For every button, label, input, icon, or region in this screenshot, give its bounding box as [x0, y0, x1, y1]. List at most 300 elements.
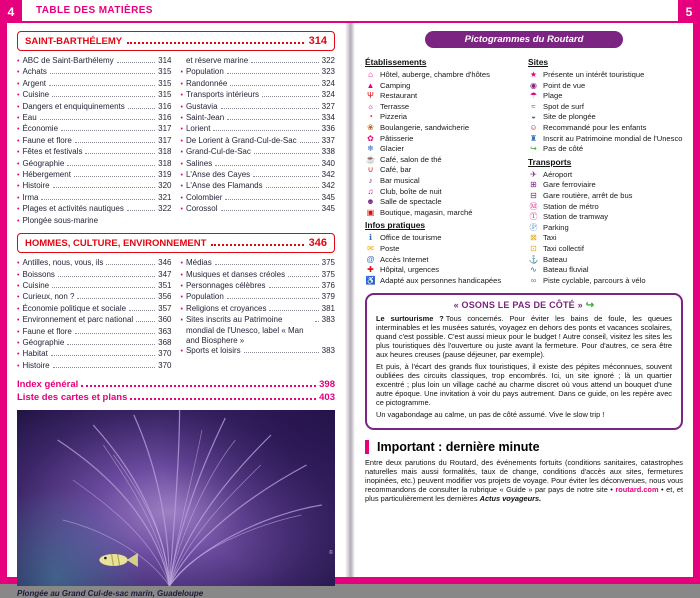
toc-entry [181, 136, 336, 147]
dot-leader [58, 271, 155, 277]
dot-leader [85, 148, 155, 154]
nightclub-icon: ♫ [367, 186, 374, 196]
bullet-icon: • [180, 69, 183, 77]
toc-entry [181, 159, 336, 170]
dot-leader [127, 36, 304, 44]
bullet-icon: • [17, 305, 20, 313]
pictogram-column-right [528, 54, 683, 286]
toc-entry-label: Économie [22, 124, 59, 134]
bullet-icon: • [17, 217, 20, 225]
toc-entry-page: 315 [158, 78, 172, 88]
pictogram-row [365, 155, 520, 165]
pictogram-label: Office de tourisme [380, 233, 442, 243]
dot-leader [227, 69, 319, 75]
hospital-icon: ✚ [367, 265, 374, 275]
bullet-icon: • [17, 183, 20, 191]
pictogram-label: Boutique, magasin, marché [380, 207, 473, 217]
pictogram-row [365, 265, 520, 275]
pictogram-row [528, 170, 683, 180]
dot-leader [230, 80, 318, 86]
toc-entry [181, 258, 336, 269]
pictogram-row [528, 265, 683, 275]
dot-leader [244, 348, 319, 354]
pictogram-legend-title: Pictogrammes du Routard [425, 31, 622, 48]
toc-entry-label: Dangers et enquiquinements [22, 101, 125, 111]
toc-entry [17, 113, 172, 124]
viewpoint-icon: ◉ [530, 80, 537, 90]
toc-entry [17, 181, 172, 192]
toc-entry-label: Géographie [22, 158, 65, 168]
toc-entry [17, 270, 172, 281]
dot-leader [77, 294, 155, 300]
toc-entry-label: L'Anse des Flamands [185, 181, 263, 191]
toc-column [181, 258, 336, 372]
page-left [7, 23, 345, 598]
toc-entry [181, 90, 336, 101]
toc-entry-label: Index général [17, 379, 79, 391]
toc-entry [181, 346, 336, 357]
bullet-icon: • [180, 92, 183, 100]
toc-column [17, 56, 172, 227]
dot-leader [52, 91, 155, 97]
pictogram-row [365, 123, 520, 133]
dot-leader [128, 103, 155, 109]
dot-leader [61, 126, 155, 132]
toc-entry-label: Transports intérieurs [185, 90, 260, 100]
dot-leader [106, 259, 155, 265]
shop-icon: ▣ [366, 207, 375, 217]
important-text: Entre deux parutions du Routard, des événements fortuits (conditions sanitaires, catastrophes naturelles mais aussi formalités, taux de change, conditions d'accès aux sites, fermetures inopinées, etc.) peuvent modifier vos projets de voyage. Pour éviter les déconvenues, nous vous recommandons de consulter la rubrique « Guide » par pays de notre site • routard.com • et, et plus particulièrement les dernières Actus voyageurs. [365, 458, 683, 504]
bullet-icon: • [17, 103, 20, 111]
pictogram-label: Salle de spectacle [380, 197, 442, 207]
pictogram-label: Bar musical [380, 175, 420, 185]
dot-leader [269, 282, 319, 288]
toc-entry-label: Hébergement [22, 170, 71, 180]
toc-entry-page: 375 [321, 258, 335, 268]
actus-voyageurs-emphasis: Actus voyageurs. [479, 494, 542, 504]
kids-icon: ☺ [529, 122, 538, 132]
pictogram-label: Restaurant [380, 91, 418, 101]
pictogram-label: Glacier [380, 144, 405, 154]
toc-entry-label: Argent [22, 78, 47, 88]
toc-entry-page: 356 [158, 292, 172, 302]
bullet-icon: • [180, 282, 183, 290]
bullet-icon: • [180, 294, 183, 302]
dot-leader [254, 148, 319, 154]
toc-entry-page: 316 [158, 101, 172, 111]
toc-footer-entry [17, 378, 335, 391]
spread-body [7, 23, 693, 598]
photo-caption: Plongée au Grand Cul-de-sac marin, Guadeloupe [17, 589, 204, 598]
bullet-icon: • [180, 183, 183, 191]
toc-entry-label: Cuisine [22, 90, 50, 100]
toc-entry-page: 375 [321, 269, 335, 279]
toc-entry-page: 381 [321, 303, 335, 313]
toc-entry-label: Fêtes et festivals [22, 147, 83, 157]
toc-entry [181, 181, 336, 192]
pictogram-row [528, 202, 683, 212]
pictogram-label: Adapté aux personnes handicapées [380, 275, 502, 285]
toc-entry [17, 304, 172, 315]
toc-entry-label: Antilles, nous, vous, ils [22, 258, 104, 268]
toc-entry-page: 322 [158, 204, 172, 214]
toc-entry [181, 124, 336, 135]
camping-icon: ▲ [366, 80, 375, 90]
unesco-icon: ♜ [529, 133, 538, 143]
pictogram-row [528, 212, 683, 222]
routard-site-link[interactable]: routard.com [615, 485, 659, 495]
toc-entry-label: Musiques et danses créoles [185, 269, 286, 279]
dot-leader [40, 114, 155, 120]
pictogram-legend [365, 54, 683, 286]
toc-entry [17, 102, 172, 113]
bullet-icon: • [17, 126, 20, 134]
section-page: 346 [308, 237, 327, 250]
bullet-icon: • [17, 206, 20, 214]
dot-leader [53, 183, 156, 189]
dot-leader [53, 362, 156, 368]
bullet-icon: • [17, 80, 20, 88]
toc-columns-2 [17, 258, 335, 372]
toc-entry [181, 292, 336, 303]
pictogram-label: Aéroport [543, 169, 573, 179]
toc-entry [17, 315, 172, 326]
bullet-icon: • [17, 92, 20, 100]
pictogram-row [365, 176, 520, 186]
pictogram-row [365, 233, 520, 243]
dot-leader [225, 194, 318, 200]
toc-entry-page: 398 [319, 379, 335, 391]
toc-entry-label: Sports et loisirs [185, 346, 241, 356]
bullet-icon: • [180, 149, 183, 157]
toc-entry-label: Économie politique et sociale [22, 303, 127, 313]
pictogram-label: Site de plongée [543, 112, 596, 122]
pictogram-label: Présente un intérêt touristique [543, 70, 645, 79]
toc-entry-page: 340 [321, 158, 335, 168]
toc-entry [181, 56, 336, 67]
toc-entry [181, 113, 336, 124]
pictogram-row [528, 91, 683, 101]
toc-entry-label: Salines [185, 158, 213, 168]
toc-entry-label: Grand-Cul-de-Sac [185, 147, 251, 157]
pictogram-row [365, 208, 520, 218]
toc-entry-label: Géographie [22, 337, 65, 347]
post-office-icon: ✉ [367, 243, 374, 253]
toc-entry-page: 321 [158, 192, 172, 202]
airport-icon: ✈ [530, 169, 537, 179]
parking-icon: Ⓟ [529, 222, 538, 232]
hotel-icon: ⌂ [368, 70, 373, 79]
toc-entry-label: Médias [185, 258, 212, 268]
toc-footer-links [17, 378, 335, 404]
pictogram-row [365, 91, 520, 101]
pictogram-label: Bateau fluvial [543, 265, 589, 275]
accessibility-icon: ♿ [365, 275, 376, 285]
toc-entry-page: 345 [321, 192, 335, 202]
toc-entry-page: 316 [158, 113, 172, 123]
pictogram-label: Recommandé pour les enfants [543, 122, 647, 132]
restaurant-icon: Ψ [367, 91, 374, 101]
toc-section-header-saint-barthelemy [17, 31, 335, 51]
dot-leader [127, 205, 155, 211]
bullet-icon: • [17, 160, 20, 168]
toc-entry-label: Achats [22, 67, 47, 77]
toc-entry-page: 319 [158, 170, 172, 180]
dot-leader [215, 160, 318, 166]
toc-entry-page: 360 [158, 315, 172, 325]
pictogram-label: Pâtisserie [380, 133, 414, 143]
bullet-icon: • [180, 317, 183, 325]
toc-entry-page: 336 [321, 124, 335, 134]
pictogram-label: Gare ferroviaire [543, 180, 596, 190]
bullet-icon: • [180, 194, 183, 202]
cafe-bar-icon: ∪ [367, 165, 374, 175]
toc-entry-page: 324 [321, 78, 335, 88]
pictogram-row [365, 255, 520, 265]
group-title-transports: Transports [528, 156, 572, 167]
pictogram-row [365, 134, 520, 144]
toc-entry-label: Colombier [185, 192, 223, 202]
pictogram-row [365, 102, 520, 112]
toc-column [181, 56, 336, 227]
toc-entry-label: Environnement et parc national [22, 315, 134, 325]
dot-leader [75, 137, 155, 143]
toc-entry-page: 317 [158, 135, 172, 145]
toc-entry [181, 147, 336, 158]
bullet-icon: • [180, 260, 183, 268]
toc-entry [17, 281, 172, 292]
dot-leader [227, 294, 319, 300]
bullet-icon: • [180, 115, 183, 123]
toc-entry [17, 361, 172, 372]
toc-entry-page: 314 [158, 56, 172, 65]
bullet-icon: • [180, 126, 183, 134]
pictogram-label: Spot de surf [543, 101, 584, 111]
dot-leader [75, 328, 155, 334]
toc-entry [17, 124, 172, 135]
dot-leader [215, 259, 319, 265]
toc-entry-page: 318 [158, 147, 172, 157]
toc-entry-label: Faune et flore [22, 135, 72, 145]
pictogram-label: Plage [543, 91, 563, 101]
toc-entry-page: 346 [158, 258, 172, 268]
header-title: TABLE DES MATIÈRES [36, 5, 153, 16]
bullet-icon: • [17, 194, 20, 202]
right-page-number: 5 [678, 0, 700, 23]
metro-icon: Ⓜ [529, 201, 538, 211]
pictogram-label: Poste [380, 243, 400, 253]
shared-taxi-icon: ⊡ [530, 243, 537, 253]
pictogram-row [365, 165, 520, 175]
bullet-icon: • [17, 328, 20, 336]
toc-entry-label: Population [185, 67, 224, 77]
toc-entry [181, 315, 336, 346]
pas-de-cote-icon: ↪ [585, 300, 595, 312]
toc-entry [181, 102, 336, 113]
bullet-icon: • [180, 271, 183, 279]
bullet-icon: • [17, 271, 20, 279]
dot-leader [262, 91, 319, 97]
pictogram-row [528, 191, 683, 201]
bakery-icon: ❀ [367, 122, 374, 132]
pictogram-label: Parking [543, 222, 569, 232]
pictogram-row [528, 255, 683, 265]
toc-entry-label: Plongée sous-marine [22, 215, 99, 225]
osons-le-pas-de-cote-box [365, 293, 683, 430]
toc-entry [17, 67, 172, 78]
toc-entry [17, 90, 172, 101]
pictogram-row [365, 81, 520, 91]
toc-entry-page: 370 [158, 349, 172, 359]
toc-entry-label: Liste des cartes et plans [17, 392, 128, 404]
toc-entry-label: ABC de Saint-Barthélemy [22, 56, 114, 65]
dot-leader [253, 171, 318, 177]
osons-paragraph: Le surtourisme ? Tous concernés. Pour éviter les bains de foule, les queues interminables et les musées saturés, voyagez en dehors des ponts et vacances scolaires, quand c'est possible. C'est aussi mieux pour le budget ! Autre conseil, visitez les sites les plus touristiques dès l'ouverture ou juste avant la fermeture. Pour d'autres, ce sera être aux heures creuses (pause déjeuner, par exemple). [376, 314, 672, 360]
section-title: SAINT-BARTHÉLEMY [25, 36, 123, 47]
bullet-icon: • [17, 339, 20, 347]
toc-entry-page: 363 [158, 326, 172, 336]
dot-leader [117, 57, 156, 63]
dot-leader [221, 103, 319, 109]
toc-entry-page: 324 [321, 90, 335, 100]
toc-entry-page: 315 [158, 67, 172, 77]
toc-entry-page: 317 [158, 124, 172, 134]
osons-paragraph: Un vagabondage au calme, un pas de côté assumé. Vive le slow trip ! [376, 410, 605, 420]
toc-entry [17, 56, 172, 67]
bullet-icon: • [17, 172, 20, 180]
toc-entry-label: Population [185, 292, 224, 302]
bullet-icon: • [180, 80, 183, 88]
toc-entry-label: Religions et croyances [185, 303, 267, 313]
bullet-icon: • [180, 160, 183, 168]
pictogram-label: Camping [380, 80, 411, 90]
pictogram-row [528, 233, 683, 243]
toc-entry-label: Personnages célèbres [185, 280, 266, 290]
dot-leader [81, 379, 316, 387]
beach-icon: ☂ [529, 91, 538, 101]
diving-icon: ◒ [531, 112, 536, 122]
toc-entry-page: 318 [158, 158, 172, 168]
pictogram-label: Pizzeria [380, 112, 408, 122]
pictogram-label: Piste cyclable, parcours à vélo [543, 275, 646, 285]
left-page-number: 4 [0, 0, 22, 23]
dot-leader [52, 282, 155, 288]
toc-entry [17, 193, 172, 204]
taxi-icon: ⊠ [530, 233, 537, 243]
toc-entry-label: Boissons [22, 269, 55, 279]
toc-columns-1 [17, 56, 335, 227]
bullet-icon: • [17, 294, 20, 302]
toc-entry-page: 379 [321, 292, 335, 302]
toc-entry-label: L'Anse des Cayes [185, 170, 251, 180]
toc-entry-page: 338 [321, 147, 335, 157]
toc-entry-label: Habitat [22, 349, 48, 359]
pictogram-label: Hôtel, auberge, chambre d'hôtes [380, 70, 490, 79]
toc-entry-page: 351 [158, 280, 172, 290]
pictogram-row [365, 144, 520, 154]
dot-leader [227, 114, 318, 120]
dot-leader [41, 194, 155, 200]
dot-leader [315, 316, 319, 322]
dot-leader [51, 351, 155, 357]
bullet-icon: • [17, 351, 20, 359]
pictogram-label: Gare routière, arrêt de bus [543, 190, 633, 200]
toc-entry-page: 347 [158, 269, 172, 279]
toc-entry-page: 327 [321, 101, 335, 111]
pictogram-label: Club, boîte de nuit [380, 186, 442, 196]
section-title: HOMMES, CULTURE, ENVIRONNEMENT [25, 238, 207, 250]
toc-entry-page: 376 [321, 280, 335, 290]
toc-entry-page: 320 [158, 181, 172, 191]
toc-entry-label: Corossol [185, 204, 218, 214]
dot-leader [50, 69, 155, 75]
pictogram-label: Inscrit au Patrimoine mondial de l'Unesco [543, 133, 683, 143]
theater-icon: ☻ [366, 197, 375, 207]
pas-de-cote-icon: ↪ [530, 144, 537, 154]
toc-entry-label: Lorient [185, 124, 211, 134]
bullet-icon: • [17, 260, 20, 268]
pictogram-row [528, 223, 683, 233]
toc-entry [181, 193, 336, 204]
bullet-icon: • [17, 69, 20, 77]
pictogram-label: Café, salon de thé [380, 154, 442, 164]
pictogram-row [528, 102, 683, 112]
group-title-infos: Infos pratiques [365, 220, 426, 231]
toc-entry [17, 258, 172, 269]
group-infos [365, 233, 520, 285]
photo-credit: © [328, 550, 334, 557]
surf-icon: ≈ [531, 101, 536, 111]
important-section [365, 440, 683, 503]
toc-section-header-hommes-culture [17, 233, 335, 253]
toc-entry [181, 79, 336, 90]
toc-entry-label: De Lorient à Grand-Cul-de-Sac [185, 135, 297, 145]
toc-entry-page: 315 [158, 90, 172, 100]
toc-entry-label: Histoire [22, 181, 50, 191]
bullet-icon: • [17, 317, 20, 325]
toc-entry-page: 403 [319, 392, 335, 404]
tram-icon: Ⓣ [529, 212, 538, 222]
page-right [355, 23, 693, 577]
toc-entry [17, 79, 172, 90]
toc-entry-page: 357 [158, 303, 172, 313]
pictogram-row [365, 70, 520, 80]
toc-entry-page: 322 [321, 56, 335, 65]
pictogram-label: Taxi collectif [543, 243, 584, 253]
bus-station-icon: ⊟ [530, 190, 537, 200]
pictogram-row [365, 112, 520, 122]
pictogram-row [528, 134, 683, 144]
bullet-icon: • [17, 282, 20, 290]
pictogram-row [365, 197, 520, 207]
diving-photo [17, 410, 335, 586]
toc-entry-label: Randonnée [185, 78, 228, 88]
toc-entry-page: 368 [158, 337, 172, 347]
toc-entry-page: 323 [321, 67, 335, 77]
bullet-icon: • [17, 58, 20, 65]
river-boat-icon: ∿ [530, 265, 537, 275]
toc-entry-label: Faune et flore [22, 326, 72, 336]
sea-fan-illustration [17, 410, 335, 586]
toc-entry [181, 304, 336, 315]
toc-entry-label: Saint-Jean [185, 113, 225, 123]
toc-entry [17, 216, 172, 227]
pictogram-row [528, 70, 683, 80]
internet-icon: @ [366, 254, 375, 264]
pictogram-label: Taxi [543, 233, 557, 243]
pictogram-row [365, 244, 520, 254]
toc-entry [17, 147, 172, 158]
